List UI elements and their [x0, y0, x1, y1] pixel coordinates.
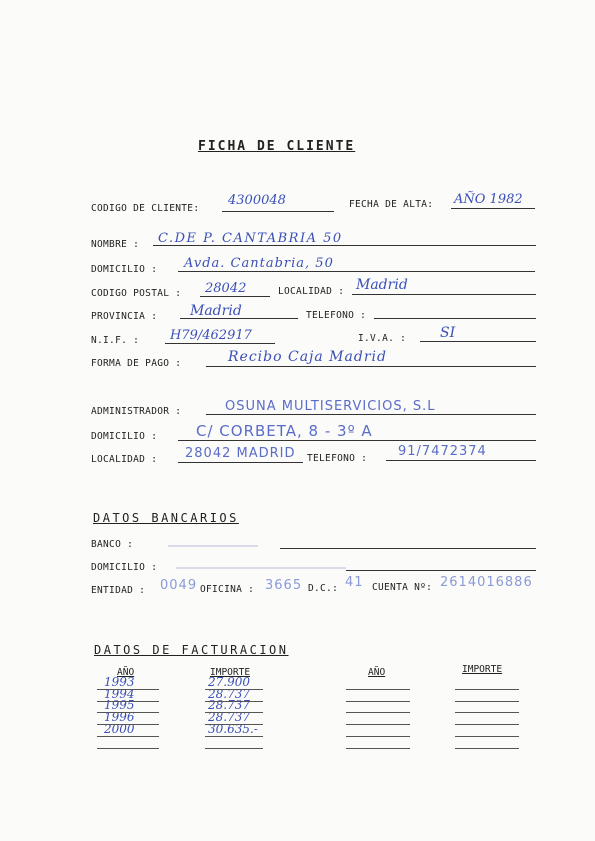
localidad-line — [352, 294, 536, 295]
domicilio-line — [178, 271, 535, 272]
facturacion-importe-value: 28.737 — [208, 686, 250, 701]
admin-telefono-value: 91/7472374 — [398, 444, 487, 459]
facturacion-ano-value: 1995 — [104, 698, 135, 713]
telefono-label: TELEFONO : — [306, 310, 367, 321]
codigo-postal-value: 28042 — [205, 281, 247, 296]
codigo-cliente-label: CODIGO DE CLIENTE: — [91, 203, 200, 214]
iva-line — [420, 341, 536, 342]
facturacion-line — [455, 736, 519, 737]
admin-telefono-label: TELEFONO : — [307, 453, 368, 464]
facturacion-line — [97, 748, 159, 749]
banco-redaction — [168, 545, 258, 547]
facturacion-ano-value: 1996 — [104, 710, 135, 725]
fecha-alta-value: AÑO 1982 — [454, 192, 523, 207]
localidad-label: LOCALIDAD : — [278, 286, 345, 297]
oficina-value: 3665 — [265, 578, 303, 593]
admin-telefono-line — [386, 460, 536, 461]
forma-pago-label: FORMA DE PAGO : — [91, 358, 182, 369]
admin-localidad-label: LOCALIDAD : — [91, 454, 158, 465]
facturacion-line — [97, 736, 159, 737]
facturacion-ano-value: 1994 — [104, 686, 135, 701]
facturacion-ano-value: 1993 — [104, 675, 135, 689]
banco-line — [280, 548, 536, 549]
entidad-label: ENTIDAD : — [91, 585, 146, 596]
provincia-line — [180, 318, 298, 319]
facturacion-line — [346, 748, 410, 749]
facturacion-line — [97, 712, 159, 713]
provincia-value: Madrid — [190, 303, 242, 319]
nif-line — [165, 343, 275, 344]
bancarios-heading: DATOS BANCARIOS — [93, 511, 239, 525]
telefono-line — [374, 318, 536, 319]
col-importe-1: IMPORTE — [210, 667, 251, 678]
admin-domicilio-value: C/ CORBETA, 8 - 3º A — [196, 422, 373, 440]
facturacion-line — [97, 689, 159, 690]
facturacion-importe-value: 28.737 — [208, 710, 250, 725]
facturacion-ano-value: 2000 — [104, 721, 135, 736]
forma-pago-value: Recibo Caja Madrid — [228, 349, 387, 365]
nif-value: H79/462917 — [170, 328, 252, 343]
facturacion-line — [205, 689, 263, 690]
facturacion-line — [346, 736, 410, 737]
facturacion-line — [205, 712, 263, 713]
facturacion-line — [455, 748, 519, 749]
facturacion-line — [455, 701, 519, 702]
provincia-label: PROVINCIA : — [91, 311, 158, 322]
facturacion-line — [346, 689, 410, 690]
facturacion-line — [205, 736, 263, 737]
dc-label: D.C.: — [308, 583, 339, 594]
fecha-alta-label: FECHA DE ALTA: — [349, 199, 434, 210]
administrador-label: ADMINISTRADOR : — [91, 406, 182, 417]
codigo-postal-label: CODIGO POSTAL : — [91, 288, 182, 299]
page-title: FICHA DE CLIENTE — [198, 139, 356, 154]
fecha-alta-line — [451, 208, 535, 209]
localidad-value: Madrid — [356, 277, 408, 293]
facturacion-line — [455, 712, 519, 713]
facturacion-line — [346, 712, 410, 713]
nombre-label: NOMBRE : — [91, 239, 140, 250]
admin-localidad-line — [178, 462, 303, 463]
oficina-label: OFICINA : — [200, 584, 255, 595]
facturacion-line — [205, 748, 263, 749]
admin-domicilio-line — [178, 440, 536, 441]
entidad-value: 0049 — [160, 578, 198, 593]
forma-pago-line — [206, 366, 536, 367]
dc-value: 41 — [345, 575, 364, 590]
nombre-line — [153, 245, 536, 246]
col-ano-1: AÑO — [117, 667, 135, 678]
facturacion-line — [205, 724, 263, 725]
cuenta-label: CUENTA Nº: — [372, 582, 433, 593]
facturacion-importe-value: 27.900 — [208, 675, 250, 689]
facturacion-line — [346, 724, 410, 725]
codigo-postal-line — [200, 296, 270, 297]
facturacion-line — [346, 701, 410, 702]
iva-label: I.V.A. : — [358, 333, 407, 344]
iva-value: SI — [440, 325, 456, 341]
codigo-cliente-value: 4300048 — [228, 193, 286, 208]
facturacion-line — [455, 689, 519, 690]
nif-label: N.I.F. : — [91, 335, 140, 346]
codigo-cliente-line — [222, 211, 334, 212]
col-ano-2: AÑO — [368, 667, 386, 678]
facturacion-line — [97, 724, 159, 725]
administrador-line — [206, 414, 536, 415]
facturacion-importe-value: 28.737 — [208, 698, 250, 713]
administrador-value: OSUNA MULTISERVICIOS, S.L — [225, 399, 436, 414]
admin-domicilio-label: DOMICILIO : — [91, 431, 158, 442]
facturacion-importe-value: 30.635.- — [208, 721, 258, 736]
domicilio-redaction — [176, 567, 346, 569]
facturacion-heading: DATOS DE FACTURACION — [94, 643, 289, 657]
banco-domicilio-label: DOMICILIO : — [91, 562, 158, 573]
domicilio-value: Avda. Cantabria, 50 — [184, 256, 334, 271]
col-importe-2: IMPORTE — [462, 664, 503, 675]
admin-localidad-value: 28042 MADRID — [185, 446, 296, 461]
domicilio-label: DOMICILIO : — [91, 264, 158, 275]
banco-label: BANCO : — [91, 539, 134, 550]
facturacion-line — [97, 701, 159, 702]
facturacion-line — [455, 724, 519, 725]
cuenta-value: 2614016886 — [440, 575, 533, 590]
banco-domicilio-line — [346, 570, 536, 571]
nombre-value: C.DE P. CANTABRIA 50 — [158, 231, 343, 246]
facturacion-line — [205, 701, 263, 702]
